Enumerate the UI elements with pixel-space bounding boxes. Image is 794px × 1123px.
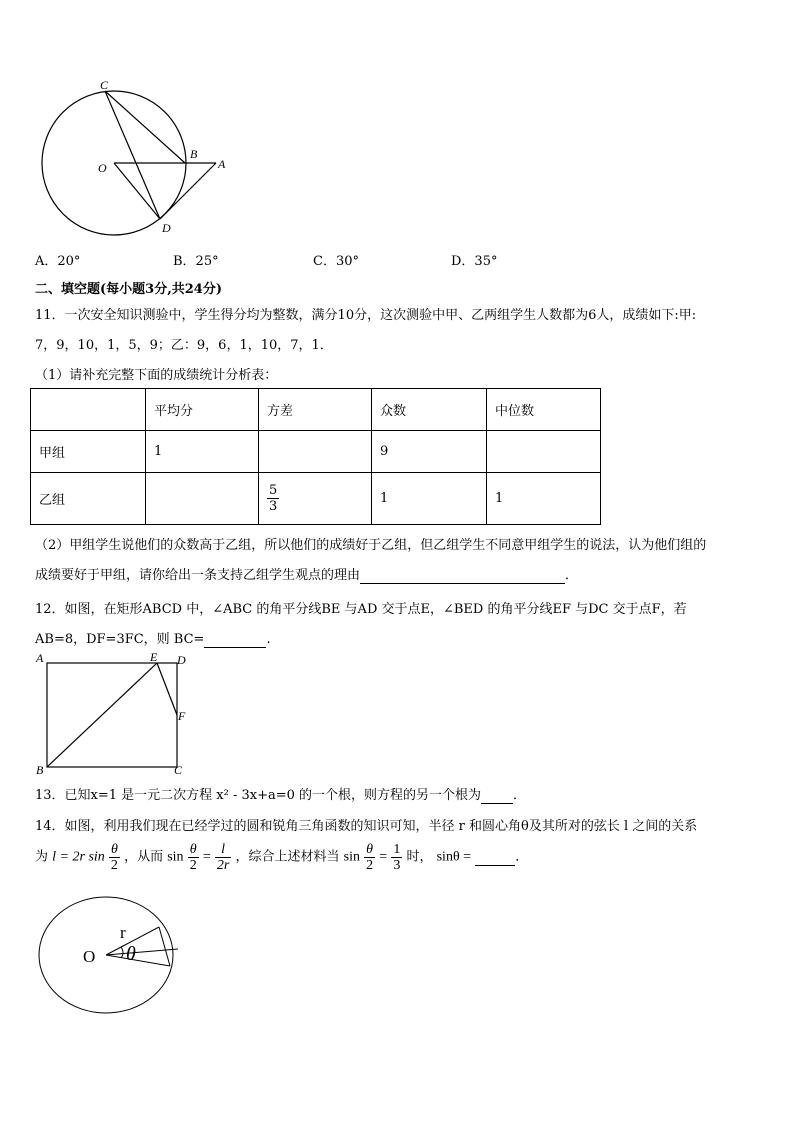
q14-fraction-l-2r — [215, 842, 231, 873]
q12-label-b: B — [36, 763, 44, 777]
fraction-denominator: 3 — [269, 499, 278, 514]
table-cell: 1 — [146, 431, 259, 473]
q10-option-b: B．25° — [173, 254, 219, 269]
q10-line-cd — [105, 91, 160, 219]
q14-end: ． — [515, 849, 529, 865]
q14-label-theta: θ — [126, 943, 136, 965]
q13-end: ． — [513, 788, 527, 803]
q10-label-c: C — [100, 78, 109, 92]
q14-sin-1: sin — [167, 849, 184, 865]
table-header-cell: 众数 — [372, 389, 487, 431]
q12-label-d: D — [177, 653, 186, 667]
q14-fraction-1-3 — [391, 842, 402, 873]
q11-line1: 11．一次安全知识测验中，学生得分均为整数，满分10分，这次测验中甲、乙两组学生人数都为6人，成绩如下:甲: — [35, 308, 697, 323]
q10-line-cb — [105, 91, 185, 163]
q14-line2 — [35, 842, 528, 873]
answer-blank[interactable] — [481, 788, 513, 804]
answer-blank[interactable] — [204, 632, 266, 648]
q14-label-r: r — [120, 923, 126, 942]
table-cell: 1 — [372, 473, 487, 525]
q11-sub1: （1）请补充完整下面的成绩统计分析表： — [35, 368, 278, 383]
q11-sub2-end: ． — [565, 568, 579, 583]
fraction-numerator: 5 — [269, 483, 278, 498]
q10-label-d: D — [162, 221, 171, 235]
table-cell — [259, 431, 372, 473]
fraction-denominator: 2r — [216, 858, 230, 873]
variance-fraction — [267, 483, 279, 514]
q14-figure — [35, 895, 185, 1020]
q12-label-c: C — [174, 763, 183, 777]
table-row — [31, 389, 601, 431]
q12-line2 — [35, 628, 271, 648]
q14-label-o: O — [83, 947, 96, 966]
q12-line2-text: AB=8，DF=3FC，则 BC= — [35, 632, 205, 647]
q14-eq-1: = — [202, 849, 211, 865]
table-header-cell: 中位数 — [487, 389, 601, 431]
table-cell: 9 — [372, 431, 487, 473]
q12-line1: 12．如图，在矩形ABCD 中，∠ABC 的角平分线BE 与AD 交于点E，∠BED 的角平分线EF 与DC 交于点F，若 — [35, 602, 687, 617]
q10-label-a: A — [218, 157, 226, 171]
q14-text-p2: ，从而 — [124, 849, 164, 865]
q14-formula-lhs: l = 2r sin — [52, 849, 105, 865]
table-header-cell: 平均分 — [146, 389, 259, 431]
fraction-denominator: 2 — [189, 858, 197, 873]
q13-line — [35, 784, 526, 804]
q13-text: 13．已知x=1 是一元二次方程 x² - 3x+a=0 的一个根，则方程的另一个根为 — [35, 788, 482, 803]
fraction-denominator: 2 — [110, 858, 118, 873]
q14-text-p3: ，综合上述材料当 — [235, 849, 340, 865]
q12-line-ef — [157, 663, 177, 715]
q12-label-a: A — [36, 651, 44, 665]
q14-eq-2: = — [379, 849, 388, 865]
section-title: 二、填空题(每小题3分,共24分) — [35, 282, 222, 297]
q14-angle-arc — [121, 947, 123, 958]
fraction-denominator: 2 — [366, 858, 374, 873]
q14-fraction-theta-2b — [188, 842, 199, 873]
table-cell: 1 — [487, 473, 601, 525]
fraction-numerator: θ — [188, 842, 199, 858]
q10-label-o: O — [98, 161, 107, 175]
q11-sub2-text: 成绩要好于甲组，请你给出一条支持乙组学生观点的理由 — [35, 568, 361, 583]
q11-line2: 7，9，10，1，5，9；乙：9，6，1，10，7，1． — [35, 338, 333, 353]
q14-sin-theta: sinθ = — [436, 849, 472, 865]
q14-fraction-theta-2c — [364, 842, 375, 873]
q12-label-f: F — [178, 709, 186, 723]
table-cell: 乙组 — [31, 473, 146, 525]
q14-fraction-theta-2 — [109, 842, 120, 873]
q14-text-p1: 为 — [35, 849, 49, 865]
table-row — [31, 473, 601, 525]
q12-line2-end: . — [266, 632, 271, 647]
q10-option-a: A．20° — [35, 254, 81, 269]
q14-bisector — [106, 949, 178, 955]
q10-line-ad — [160, 163, 216, 219]
q10-label-b: B — [190, 147, 198, 161]
q12-rectangle — [47, 663, 177, 767]
q14-sin-2: sin — [343, 849, 360, 865]
answer-blank[interactable] — [475, 849, 515, 866]
q14-line1: 14．如图，利用我们现在已经学过的圆和锐角三角函数的知识可知，半径 r 和圆心角θ及其所对的弦长 l 之间的关系 — [35, 819, 698, 834]
q11-sub2-line2 — [35, 564, 578, 584]
stats-table — [30, 388, 601, 525]
q10-line-od — [114, 163, 160, 219]
fraction-numerator: 1 — [393, 842, 401, 857]
q12-label-e: E — [150, 650, 158, 664]
table-header-cell — [31, 389, 146, 431]
q14-radius-lower — [106, 955, 170, 966]
q12-line-be — [47, 663, 157, 767]
fraction-denominator: 3 — [393, 858, 401, 873]
table-cell — [487, 431, 601, 473]
answer-blank[interactable] — [360, 568, 565, 584]
table-cell — [146, 473, 259, 525]
table-row — [31, 431, 601, 473]
fraction-numerator: θ — [364, 842, 375, 858]
q11-sub2-line1: （2）甲组学生说他们的众数高于乙组，所以他们的成绩好于乙组，但乙组学生不同意甲组学生的说法，认为他们组的 — [35, 538, 707, 553]
table-cell — [259, 473, 372, 525]
q14-text-p4: 时， — [406, 849, 433, 865]
q12-figure — [30, 648, 200, 778]
fraction-numerator: l — [215, 842, 231, 858]
fraction-numerator: θ — [109, 842, 120, 858]
table-cell: 甲组 — [31, 431, 146, 473]
q10-figure — [30, 75, 240, 240]
q10-option-c: C．30° — [313, 254, 359, 269]
table-header-cell: 方差 — [259, 389, 372, 431]
q10-option-d: D．35° — [451, 254, 498, 269]
